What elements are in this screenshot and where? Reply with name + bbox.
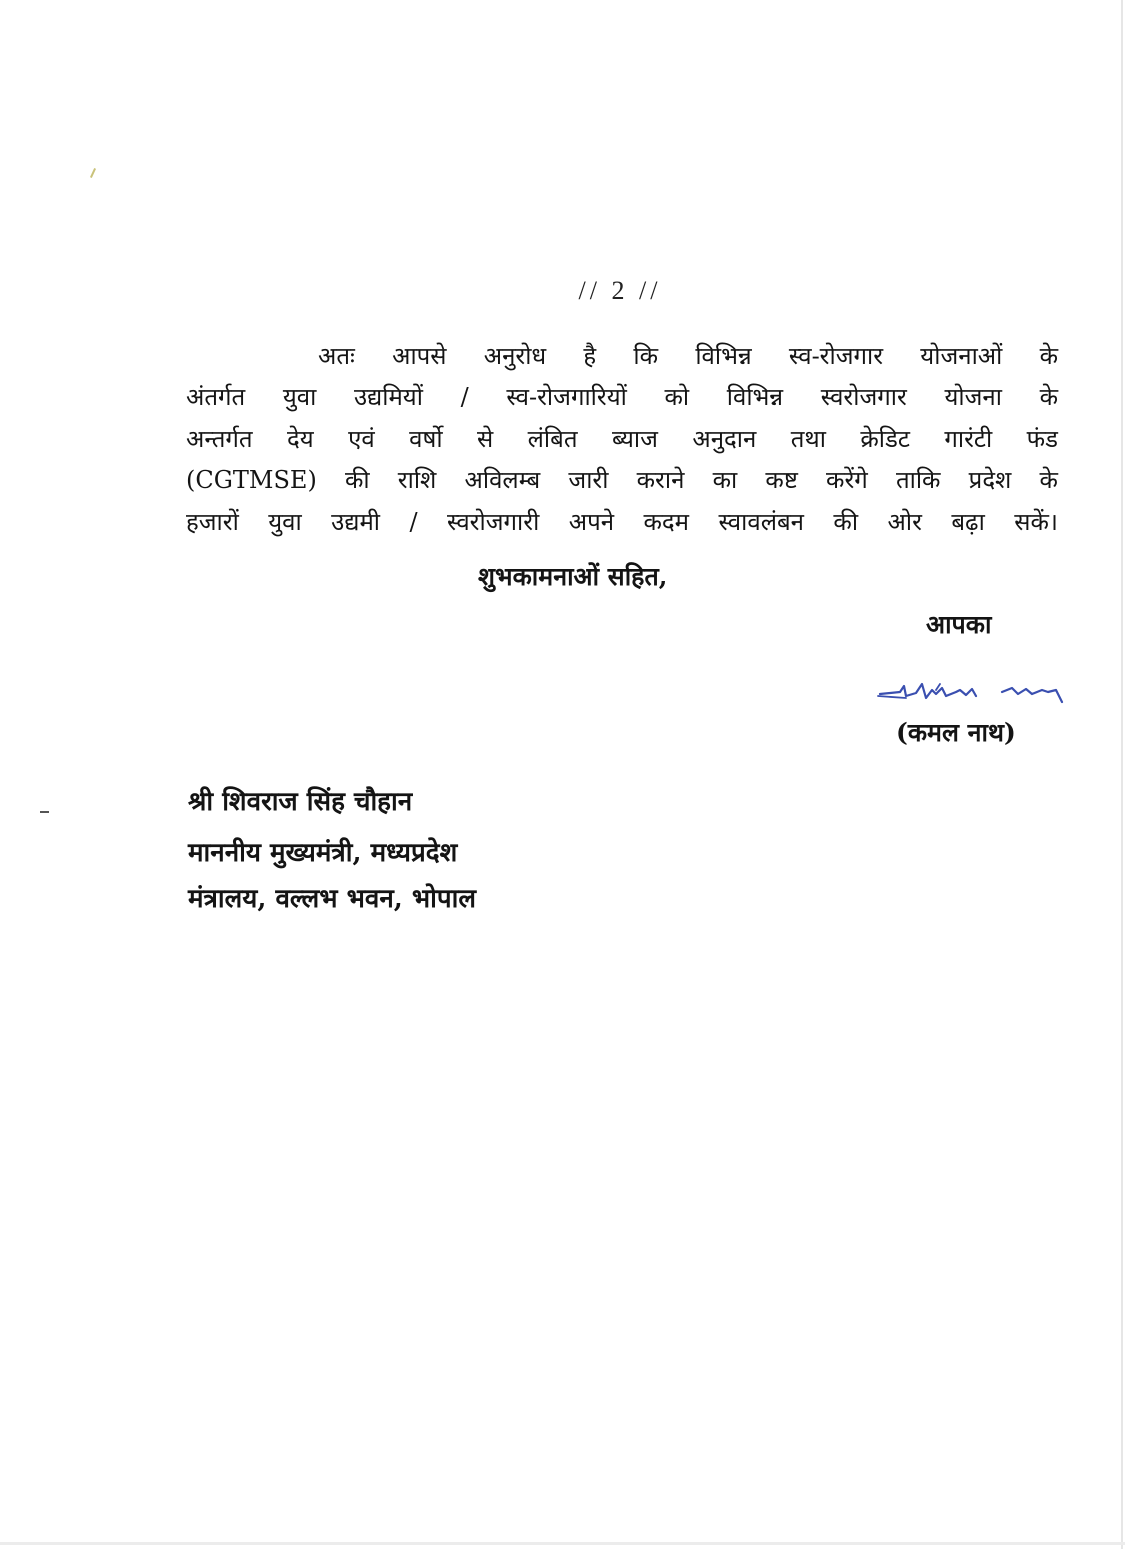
page-number: // 2 // xyxy=(578,276,662,305)
page-edge-right xyxy=(1121,0,1123,1549)
body-line: अतः आपसे अनुरोध है कि विभिन्न स्व-रोजगार योजनाओं के xyxy=(318,342,1058,370)
signature-image xyxy=(876,680,1076,710)
valediction: आपका xyxy=(926,610,992,639)
recipient-name: श्री शिवराज सिंह चौहान xyxy=(188,787,413,817)
recipient-designation: माननीय मुख्यमंत्री, मध्यप्रदेश xyxy=(188,838,458,868)
body-line: हजारों युवा उद्यमी / स्वरोजगारी अपने कदम स्वावलंबन की ओर बढ़ा सकें। xyxy=(186,508,1058,536)
body-line: अन्तर्गत देय एवं वर्षो से लंबित ब्याज अनुदान तथा क्रेडिट गारंटी फंड xyxy=(186,425,1058,453)
greeting: शुभकामनाओं सहित, xyxy=(478,562,668,591)
body-line: (CGTMSE) की राशि अविलम्ब जारी कराने का कष्ट करेंगे ताकि प्रदेश के xyxy=(186,466,1058,494)
paper-speck xyxy=(90,168,96,178)
body-line: अंतर्गत युवा उद्यमियों / स्व-रोजगारियों को विभिन्न स्वरोजगार योजना के xyxy=(186,383,1058,411)
margin-dash-mark xyxy=(40,811,49,813)
page-edge-bottom xyxy=(0,1542,1125,1545)
recipient-address-line: मंत्रालय, वल्लभ भवन, भोपाल xyxy=(188,884,476,914)
sender-name: (कमल नाथ) xyxy=(896,718,1016,747)
